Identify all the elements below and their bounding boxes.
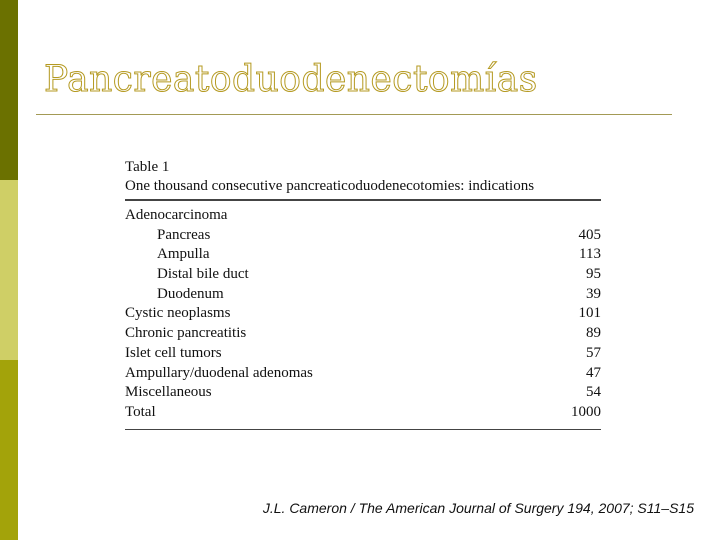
table-row <box>125 265 601 285</box>
table-label: Table 1 <box>125 159 170 175</box>
row-label: Ampullary/duodenal adenomas <box>125 364 313 381</box>
table-row <box>125 245 601 265</box>
row-label: Ampulla <box>157 246 210 263</box>
row-value: 57 <box>586 344 601 361</box>
row-label: Adenocarcinoma <box>125 207 228 223</box>
row-value: 54 <box>586 384 601 401</box>
table-row <box>125 206 601 226</box>
sidebar-segment-top <box>0 0 18 180</box>
table-row <box>125 285 601 305</box>
row-label: Total <box>125 403 156 420</box>
table-caption: One thousand consecutive pancreaticoduodenecotomies: indications <box>125 178 535 194</box>
row-value: 95 <box>586 266 601 283</box>
table-row <box>125 364 601 384</box>
row-label: Distal bile duct <box>157 266 249 283</box>
row-label: Islet cell tumors <box>125 344 222 361</box>
title-divider <box>36 114 672 115</box>
row-value: 1000 <box>571 403 601 420</box>
row-label: Chronic pancreatitis <box>125 325 247 342</box>
row-label: Miscellaneous <box>125 384 212 401</box>
sidebar-segment-bottom <box>0 360 18 540</box>
row-value: 101 <box>578 305 601 322</box>
table-body <box>125 201 601 429</box>
citation: J.L. Cameron / The American Journal of Surgery 194, 2007; S11–S15 <box>262 500 694 516</box>
row-value: 405 <box>578 226 601 243</box>
row-value: 113 <box>579 246 601 263</box>
table-row <box>125 383 601 403</box>
table-row <box>125 324 601 344</box>
table-bottom-rule <box>125 429 601 430</box>
sidebar-segment-middle <box>0 180 18 360</box>
table-row <box>125 403 601 423</box>
slide-title: Pancreatoduodenectomías <box>44 59 538 100</box>
row-label: Pancreas <box>157 226 211 243</box>
indications-table <box>125 158 601 430</box>
row-label: Cystic neoplasms <box>125 305 231 322</box>
row-value: 39 <box>586 285 601 302</box>
table-row <box>125 304 601 324</box>
table-row <box>125 226 601 246</box>
table-row <box>125 344 601 364</box>
row-label: Duodenum <box>157 285 224 302</box>
row-value: 47 <box>586 364 601 381</box>
row-value: 89 <box>586 325 601 342</box>
